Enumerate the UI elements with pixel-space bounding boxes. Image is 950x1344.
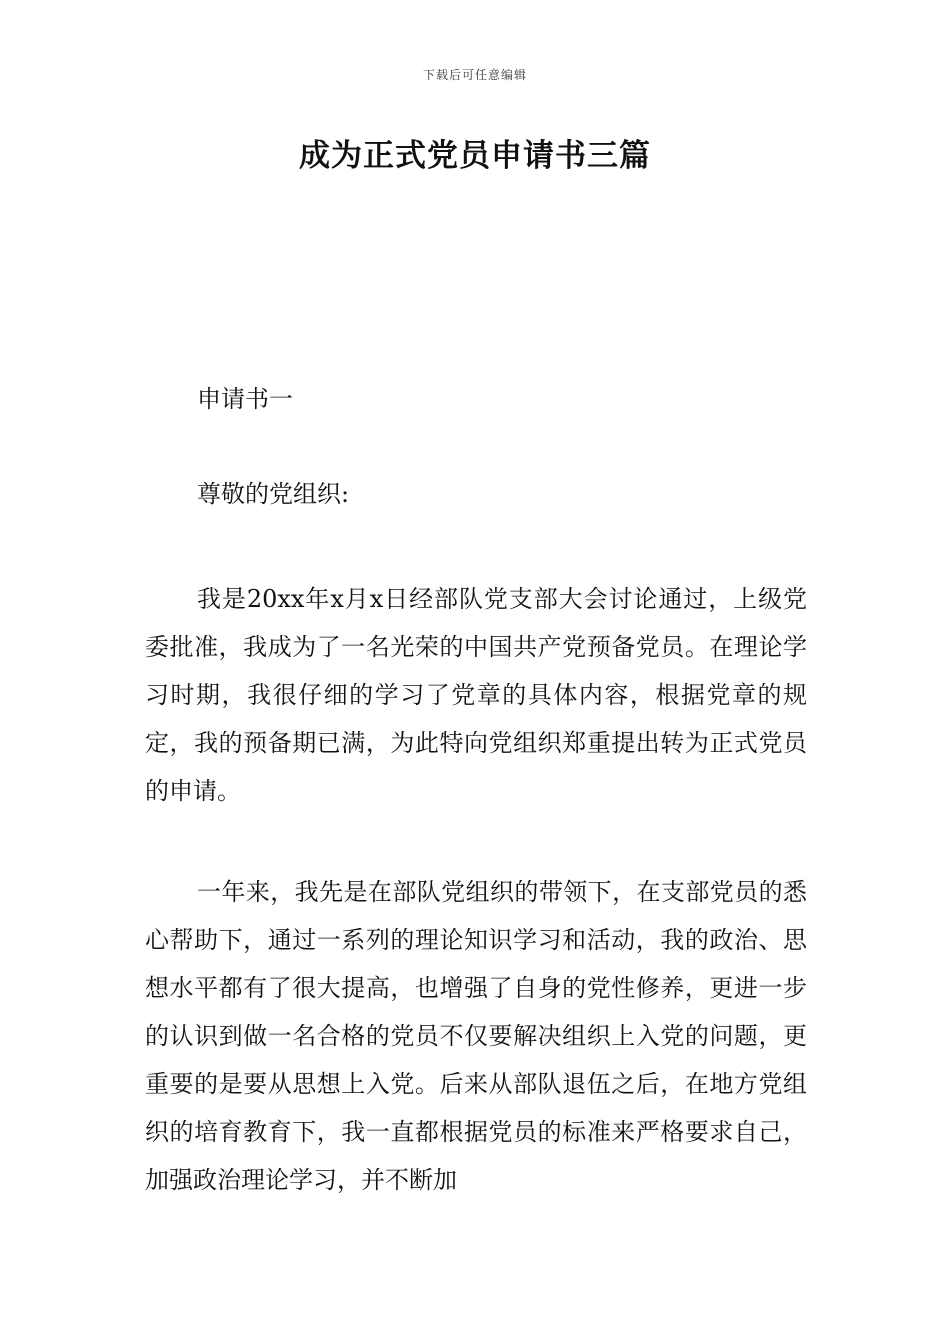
body-paragraph-1: 我是20xx年x月x日经部队党支部大会讨论通过，上级党委批准，我成为了一名光荣的中国共产党预备党员。在理论学习时期，我很仔细的学习了党章的具体内容，根据党章的规定，我的预备期已满，为此特向党组织郑重提出转为正式党员的申请。	[145, 585, 807, 805]
salutation: 尊敬的党组织:	[197, 480, 350, 508]
document-title: 成为正式党员申请书三篇	[299, 138, 651, 174]
section-heading: 申请书一	[197, 385, 293, 413]
body-paragraph-2: 一年来，我先是在部队党组织的带领下，在支部党员的悉心帮助下，通过一系列的理论知识学习和活动，我的政治、思想水平都有了很大提高，也增强了自身的党性修养，更进一步的认识到做一名合格的党员不仅要解决组织上入党的问题，更重要的是要从思想上入党。后来从部队退伍之后，在地方党组织的培育教育下，我一直都根据党员的标准来严格要求自己，加强政治理论学习，并不断加	[145, 878, 807, 1194]
header-note: 下载后可任意编辑	[422, 68, 527, 82]
